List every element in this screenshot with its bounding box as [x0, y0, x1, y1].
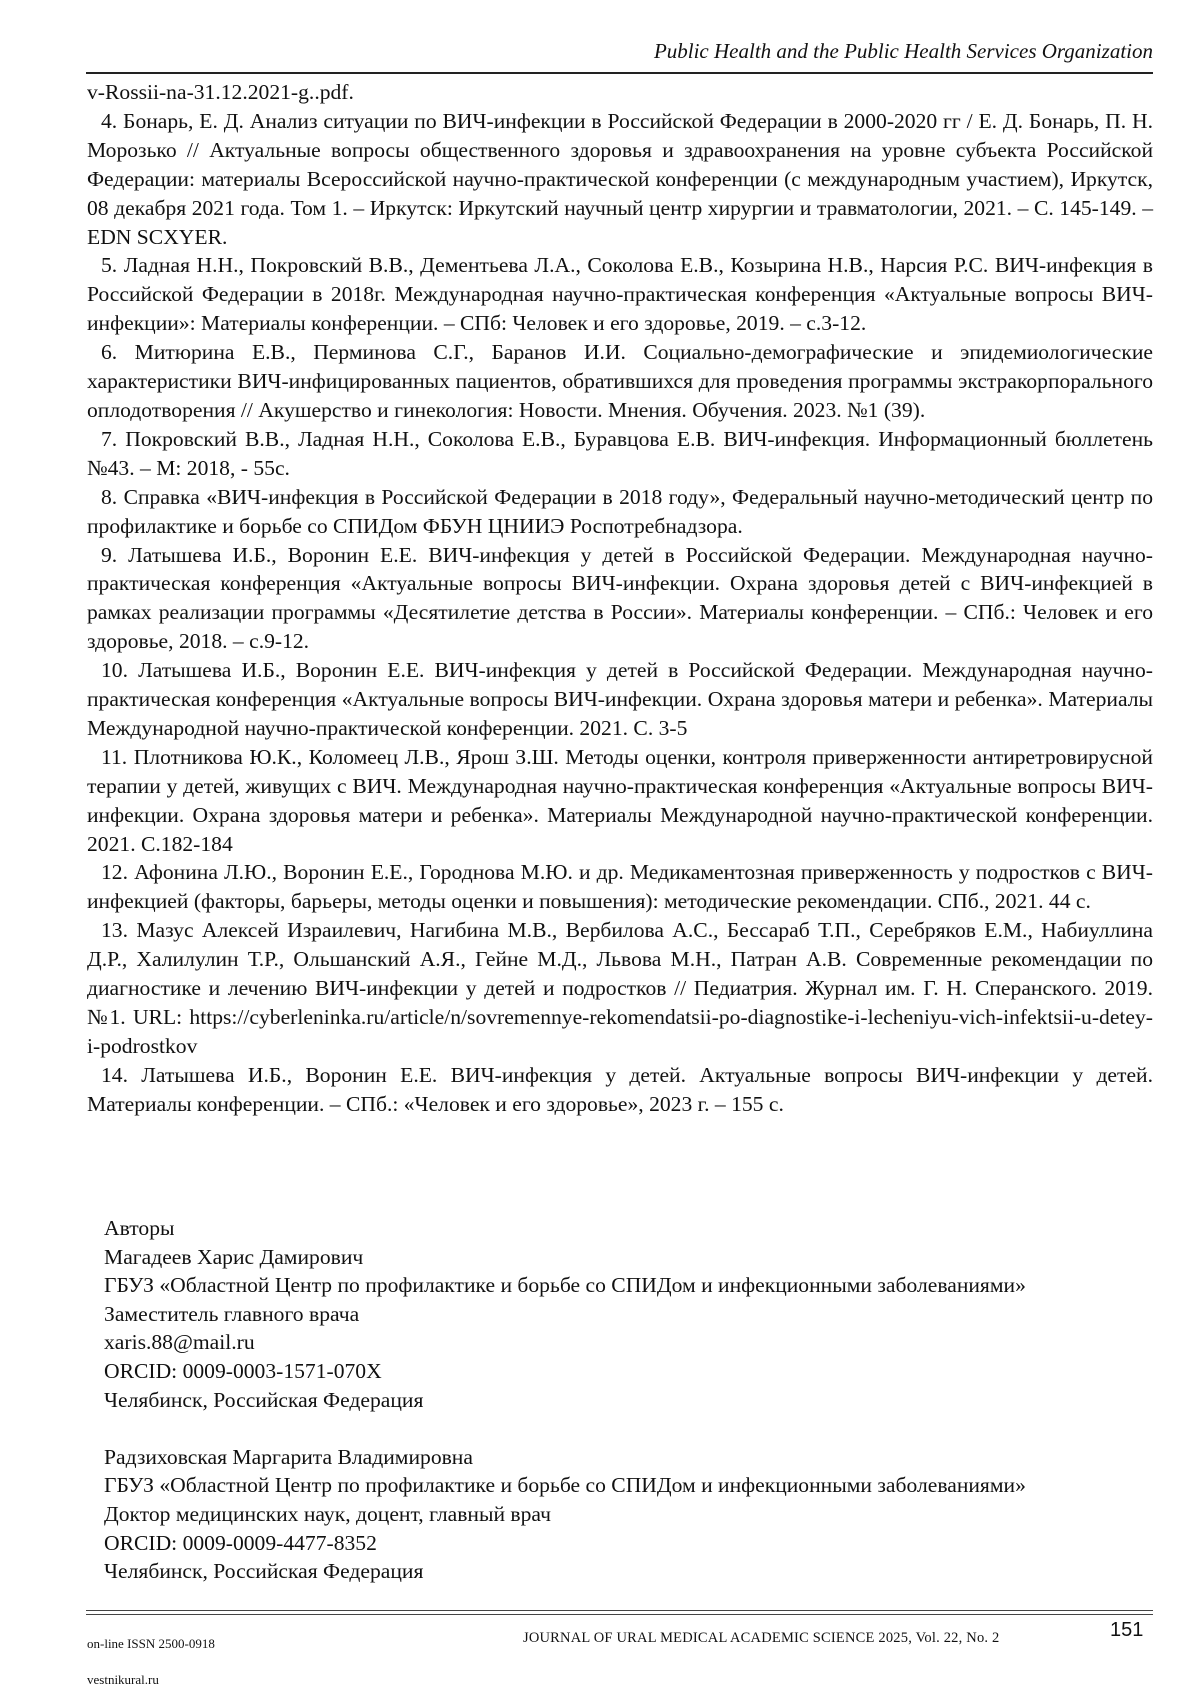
author1-location: Челябинск, Российская Федерация — [104, 1387, 424, 1412]
footer-journal-title: JOURNAL OF URAL MEDICAL ACADEMIC SCIENCE 2025, Vol. 22, No. 2 — [523, 1630, 1000, 1646]
reference-11: 11. Плотникова Ю.К., Коломеец Л.В., Ярош З.Ш. Методы оценки, контроля приверженности антиретровирусной терапии у детей, живущих с ВИЧ. Международная научно-практическая конференция «Актуальные вопросы ВИЧ-инфекции. Охрана здоровья матери и ребенка». Материалы Международной научно-практической конференции. 2021. С.182-184 — [87, 744, 1153, 856]
reference-4: 4. Бонарь, Е. Д. Анализ ситуации по ВИЧ-инфекции в Российской Федерации в 2000-2020 гг / Е. Д. Бонарь, П. Н. Морозько // Актуальные вопросы общественного здоровья и здравоохранения на уровне субъекта Российской Федерации: материалы Всероссийской научно-практической конференции (с международным участием), Иркутск, 08 декабря 2021 года. Том 1. – Иркутск: Иркутский научный центр хирургии и травматологии, 2021. – С. 145-149. – EDN SCXYER. — [87, 108, 1153, 249]
footer-divider — [86, 1610, 1153, 1611]
author1-orcid: ORCID: 0009-0003-1571-070X — [104, 1358, 382, 1383]
reference-14: 14. Латышева И.Б., Воронин Е.Е. ВИЧ-инфекция у детей. Актуальные вопросы ВИЧ-инфекции у детей. Материалы конференции. – СПб.: «Человек и его здоровье», 2023 г. – 155 с. — [87, 1062, 1153, 1116]
reference-13: 13. Мазус Алексей Израилевич, Нагибина М.В., Вербилова А.С., Бессараб Т.П., Серебряков Е.М., Набиуллина Д.Р., Халилулин Т.Р., Ольшанский А.Я., Гейне М.Д., Львова М.Н., Патран А.В. Современные рекомендации по диагностике и лечению ВИЧ-инфекции у детей и подростков // Педиатрия. Журнал им. Г. Н. Сперанского. 2019. №1. URL: https://cyberleninka.ru/article/n/sovremennye-rekomendatsii-po-diagnostike-i-lecheniyu-vich-infektsii-u-detey-i-podrostkov — [87, 918, 1153, 1058]
author2-name: Радзиховская Маргарита Владимировна — [104, 1444, 473, 1469]
footer-divider-secondary — [86, 1614, 1153, 1615]
running-header — [86, 36, 1153, 74]
reference-list — [87, 78, 1153, 1119]
author2-position: Доктор медицинских наук, доцент, главный врач — [104, 1501, 552, 1526]
author-separator — [104, 1414, 1026, 1443]
author2-location: Челябинск, Российская Федерация — [104, 1559, 424, 1584]
running-title: Public Health and the Public Health Services Organization — [653, 39, 1153, 63]
reference-7: 7. Покровский В.В., Ладная Н.Н., Соколова Е.В., Буравцова Е.В. ВИЧ-инфекция. Информационный бюллетень №43. – М: 2018, - 55с. — [87, 426, 1153, 480]
footer-issn: on-line ISSN 2500-0918 — [87, 1636, 215, 1651]
reference-5: 5. Ладная Н.Н., Покровский В.В., Дементьева Л.А., Соколова Е.В., Козырина Н.В., Нарсия Р.С. ВИЧ-инфекция в Российской Федерации в 2018г. Международная научно-практическая конференция «Актуальные вопросы ВИЧ-инфекции»: Материалы конференции. – СПб: Человек и его здоровье, 2019. – с.3-12. — [87, 253, 1153, 336]
author2-affiliation: ГБУЗ «Областной Центр по профилактике и борьбе со СПИДом и инфекционными заболеваниями» — [104, 1473, 1026, 1498]
footer-site-link[interactable]: vestnikural.ru — [87, 1672, 159, 1687]
reference-12: 12. Афонина Л.Ю., Воронин Е.Е., Городнова М.Ю. и др. Медикаментозная приверженность у подростков с ВИЧ-инфекцией (факторы, барьеры, методы оценки и повышения): методические рекомендации. СПб., 2021. 44 с. — [87, 860, 1153, 914]
reference-8: 8. Справка «ВИЧ-инфекция в Российской Федерации в 2018 году», Федеральный научно-методический центр по профилактике и борьбе со СПИДом ФБУН ЦНИИЭ Роспотребнадзора. — [87, 484, 1153, 538]
author2-orcid: ORCID: 0009-0009-4477-8352 — [104, 1530, 377, 1555]
author1-name: Магадеев Харис Дамирович — [104, 1244, 364, 1269]
author1-position: Заместитель главного врача — [104, 1301, 360, 1326]
reference-continuation: v-Rossii-na-31.12.2021-g..pdf. — [87, 80, 354, 104]
reference-10: 10. Латышева И.Б., Воронин Е.Е. ВИЧ-инфекция у детей в Российской Федерации. Международная научно-практическая конференция «Актуальные вопросы ВИЧ-инфекции. Охрана здоровья матери и ребенка». Материалы Международной научно-практической конференции. 2021. С. 3-5 — [87, 658, 1153, 740]
page-number: 151 — [1110, 1619, 1144, 1641]
author1-email[interactable]: xaris.88@mail.ru — [104, 1330, 255, 1355]
reference-6: 6. Митюрина Е.В., Перминова С.Г., Баранов И.И. Социально-демографические и эпидемиологические характеристики ВИЧ-инфицированных пациентов, обратившихся для проведения программы экстракорпорального оплодотворения // Акушерство и гинекология: Новости. Мнения. Обучения. 2023. №1 (39). — [87, 340, 1153, 422]
author1-affiliation: ГБУЗ «Областной Центр по профилактике и борьбе со СПИДом и инфекционными заболеваниями» — [104, 1273, 1026, 1298]
authors-section — [104, 1214, 1026, 1586]
reference-9: 9. Латышева И.Б., Воронин Е.Е. ВИЧ-инфекция у детей в Российской Федерации. Международная научно-практическая конференция «Актуальные вопросы ВИЧ-инфекции. Охрана здоровья детей с ВИЧ-инфекцией в рамках реализации программы «Десятилетие детства в России». Материалы конференции. – СПб.: Человек и его здоровье, 2018. – с.9-12. — [87, 542, 1153, 654]
authors-heading: Авторы — [104, 1216, 175, 1240]
